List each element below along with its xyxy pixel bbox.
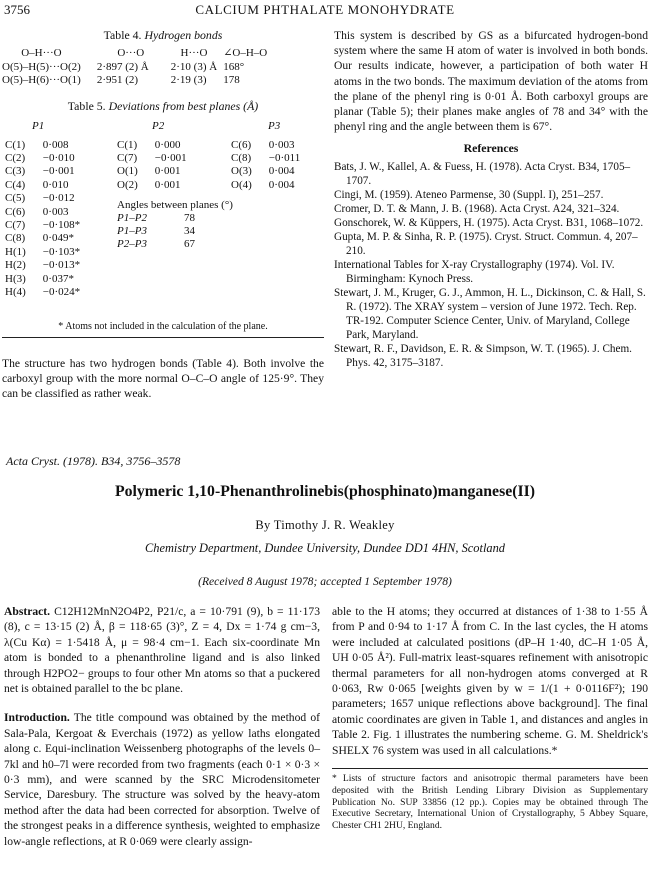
deviation-value: 0·049*	[42, 232, 74, 245]
page-number: 3756	[4, 2, 30, 17]
plane-label-p3: P3	[268, 119, 281, 132]
deviation-value: 0·008	[42, 138, 69, 151]
table-row	[2, 74, 273, 87]
table-row	[2, 219, 90, 232]
footnote-rule	[332, 768, 648, 769]
abstract-label: Abstract.	[4, 605, 51, 618]
table-row	[2, 246, 90, 259]
deviation-value: 0·010	[42, 178, 69, 191]
table-row	[2, 179, 90, 192]
deviation-value: 0·004	[268, 165, 295, 178]
table-row	[114, 238, 231, 251]
deposition-footnote: * Lists of structure factors and anisotropic thermal parameters have been deposited with the British Lending Library Division as Supplementary Publication No. SUP 33856 (12 pp.). Copies may be obtained through The Executive Secretary, International Union of Crystallography, 5 Abbey Square, Chester CH1 2HU, England.	[332, 773, 648, 832]
deviation-value: 0·000	[154, 138, 181, 151]
table5-caption: Table 5. Deviations from best planes (Å)	[67, 99, 259, 114]
reference-entry: Cromer, D. T. & Mann, J. B. (1968). Acta Cryst. A24, 321–324.	[334, 202, 620, 215]
table4-header: ∠O–H–O	[223, 47, 268, 60]
table-row	[114, 139, 202, 152]
atom-label: H(1)	[5, 245, 26, 258]
atom-label: C(5)	[5, 192, 26, 205]
table-row	[2, 139, 90, 152]
table4-caption: Table 4. Hydrogen bonds	[103, 28, 223, 42]
article-left-column	[4, 604, 320, 849]
article-right-column	[332, 604, 648, 832]
right-body-text: This system is described by GS as a bifurcated hydrogen-bond system where the same H atom of water is involved in both bonds. Our results indicate, however, a participation of both water H atoms in the two bonds. The maximum deviation of the atoms from the plane of the phenyl ring is 0·01 Å. Both carboxyl groups are planar (Table 5); their planes make angles of 78 and 34° with the phenyl ring and the angle between them is 67°.	[334, 29, 648, 134]
table-row	[228, 139, 316, 152]
left-body-text: The structure has two hydrogen bonds (Table 4). Both involve the carboxyl group with the more normal O–C–O angle of 125·9°. They can be classified as rather weak.	[2, 356, 324, 401]
reference-entry: Gonschorek, W. & Küppers, H. (1975). Acta Cryst. B31, 1068–1072.	[334, 216, 644, 229]
atom-label: O(3)	[231, 165, 252, 178]
table-row	[2, 273, 90, 286]
table-bottom-rule	[2, 337, 324, 338]
table5-p1-column	[2, 139, 90, 300]
deviation-value: −0·011	[268, 152, 301, 165]
angle-value: 34	[183, 225, 195, 238]
table4-header: O–H···O	[21, 47, 62, 60]
table-row	[2, 61, 273, 74]
deviation-value: −0·010	[42, 152, 75, 165]
atom-label: O(2)	[117, 178, 138, 191]
deviation-value: −0·001	[42, 165, 75, 178]
atom-label: C(2)	[5, 152, 26, 165]
angle-value: 67	[183, 238, 195, 251]
table-row	[228, 179, 316, 192]
table-row	[2, 206, 90, 219]
table-row	[228, 152, 316, 165]
page-header	[0, 2, 650, 18]
abstract-text: C12H12MnN2O4P2, P21/c, a = 10·791 (9), b = 11·173 (8), c = 13·15 (2) Å, β = 118·65 (3)°, Z = 4, Dx = 1·74 g cm−3, λ(Cu Kα) = 1·5418 Å, μ = 98·4 cm−1. Each six-coordinate Mn atom is bonded to a phenanthroline ligand and is also linked through H2PO2− groups to four other Mn atoms so that a puckered net is obtained parallel to the bc plane.	[4, 605, 320, 696]
article-affiliation: Chemistry Department, Dundee University, Dundee DD1 4HN, Scotland	[145, 541, 505, 555]
table4-cell: 168°	[223, 60, 245, 73]
table4-cell: O(5)–H(6)···O(1)	[2, 74, 81, 87]
table5-planes	[2, 119, 324, 315]
reference-entry: Cingi, M. (1959). Ateneo Parmense, 30 (Suppl. I), 251–257.	[334, 188, 604, 201]
reference-entry: Bats, J. W., Kallel, A. & Fuess, H. (1978). Acta Cryst. B34, 1705–1707.	[334, 160, 631, 187]
atom-label: C(3)	[5, 165, 26, 178]
atom-label: O(4)	[231, 178, 252, 191]
plane-label-p2: P2	[152, 119, 165, 132]
abstract-paragraph	[4, 604, 320, 696]
atom-label: H(2)	[5, 259, 26, 272]
table4-header: H···O	[180, 47, 208, 60]
deviation-value: 0·001	[154, 178, 181, 191]
atom-label: C(8)	[231, 152, 252, 165]
atom-label: C(6)	[231, 138, 252, 151]
reference-entry: International Tables for X-ray Crystallography (1974). Vol. IV. Birmingham: Kynoch Press.	[334, 258, 615, 285]
atom-label: O(1)	[117, 165, 138, 178]
table-row	[114, 212, 231, 225]
table4-cell: 2·10 (3) Å	[170, 60, 218, 73]
reference-entry: Stewart, J. M., Kruger, G. J., Ammon, H. L., Dickinson, C. & Hall, S. R. (1972). The XRAY system – version of June 1972. Tech. Rep. TR-192. Computer Science Center, Univ. of Maryland, College Park, Maryland.	[334, 286, 646, 341]
table5-footnote: * Atoms not included in the calculation of the plane.	[58, 320, 268, 332]
article-received: (Received 8 August 1978; accepted 1 September 1978)	[198, 575, 452, 588]
table4-cell: O(5)–H(5)···O(2)	[2, 60, 81, 73]
left-column	[2, 28, 324, 401]
table-row	[114, 152, 202, 165]
reference-entry: Stewart, R. F., Davidson, E. R. & Simpson, W. T. (1965). J. Chem. Phys. 42, 3175–3187.	[334, 342, 632, 369]
table4-header: O···O	[117, 47, 145, 60]
table-row	[228, 165, 316, 178]
atom-label: C(1)	[5, 138, 26, 151]
deviation-value: 0·001	[154, 165, 181, 178]
methods-paragraph: able to the H atoms; they occurred at distances of 1·38 to 1·55 Å from P and 0·94 to 1·17 Å from C. In the last cycles, the H atoms were included at calculated positions (dP–H 1·40, dC–H 1·05 Å, UH 0·05 Å²). Full-matrix least-squares refinement with anisotropic thermal parameters for all non-hydrogen atoms converged at R 0·063, Rw 0·065 [weights given by w = 1/(1 + 0·0116F²); 190 parameters; 1657 unique reflections above background]. The final atomic coordinates are given in Table 1, and distances and angles in Table 2. Fig. 1 illustrates the numbering scheme. G. M. Sheldrick's SHELX 76 system was used in all calculations.*	[332, 605, 648, 757]
deviation-value: −0·013*	[42, 259, 81, 272]
table-row	[114, 165, 202, 178]
table4-cell: 2·19 (3)	[170, 74, 207, 87]
table4-header-row	[2, 47, 273, 60]
right-column	[334, 28, 648, 370]
table4-cell: 178	[223, 74, 240, 87]
running-title: CALCIUM PHTHALATE MONOHYDRATE	[195, 2, 455, 17]
atom-label: C(1)	[117, 138, 138, 151]
table-row	[2, 152, 90, 165]
table-row	[2, 232, 90, 245]
deviation-value: −0·012	[42, 192, 75, 205]
deviation-value: −0·108*	[42, 219, 81, 232]
table-row	[2, 259, 90, 272]
references-heading: References	[463, 141, 519, 156]
angles-title: Angles between planes (°)	[117, 198, 233, 211]
references-list	[334, 160, 648, 370]
atom-label: C(7)	[117, 152, 138, 165]
deviation-value: −0·103*	[42, 245, 81, 258]
table-row	[114, 179, 202, 192]
deviation-value: −0·001	[154, 152, 187, 165]
atom-label: C(6)	[5, 205, 26, 218]
atom-label: C(4)	[5, 178, 26, 191]
deviation-value: 0·003	[268, 138, 295, 151]
plane-pair: P1–P2	[117, 211, 147, 224]
table4-cell: 2·897 (2) Å	[96, 60, 149, 73]
intro-paragraph	[4, 710, 320, 849]
table5-p2-column	[114, 139, 202, 193]
deviation-value: 0·003	[42, 205, 69, 218]
article-author: By Timothy J. R. Weakley	[255, 518, 395, 532]
table-row	[2, 192, 90, 205]
atom-label: H(4)	[5, 286, 26, 299]
angles-table	[114, 212, 231, 252]
table-row	[2, 286, 90, 299]
intro-text: The title compound was obtained by the method of Sala-Pala, Kergoat & Everchais (1972) as yellow laths elongated along c. Equi-inclination Weissenberg photographs of the levels 0–7kl and h0–7l were recorded from two fragments (each 0·1 × 0·3 × 0·3 mm), and were scanned by the SRC Microdensitometer Service, Daresbury. The structure was solved by the heavy-atom method after the data had been corrected for absorption. Twelve of the strongest peaks in a difference synthesis, weighted to emphasize low-angle reflections, at R 0·069 were clearly assign-	[4, 711, 320, 848]
article-citation: Acta Cryst. (1978). B34, 3756–3578	[6, 454, 181, 468]
table-row	[114, 225, 231, 238]
article-title: Polymeric 1,10-Phenanthrolinebis(phosphinato)manganese(II)	[114, 483, 536, 500]
plane-label-p1: P1	[32, 119, 45, 132]
table5-p3-column	[228, 139, 316, 193]
atom-label: H(3)	[5, 272, 26, 285]
intro-label: Introduction.	[4, 711, 70, 725]
deviation-value: 0·037*	[42, 272, 74, 285]
table4-cell: 2·951 (2)	[96, 74, 139, 87]
table-row	[2, 165, 90, 178]
deviation-value: −0·024*	[42, 286, 81, 299]
reference-entry: Gupta, M. P. & Sinha, R. P. (1975). Cryst. Struct. Commun. 4, 207–210.	[334, 230, 638, 257]
deviation-value: 0·004	[268, 178, 295, 191]
angle-value: 78	[183, 211, 195, 224]
plane-pair: P2–P3	[117, 238, 147, 251]
atom-label: C(8)	[5, 232, 26, 245]
plane-pair: P1–P3	[117, 225, 147, 238]
table4-hydrogen-bonds	[2, 47, 273, 87]
atom-label: C(7)	[5, 219, 26, 232]
